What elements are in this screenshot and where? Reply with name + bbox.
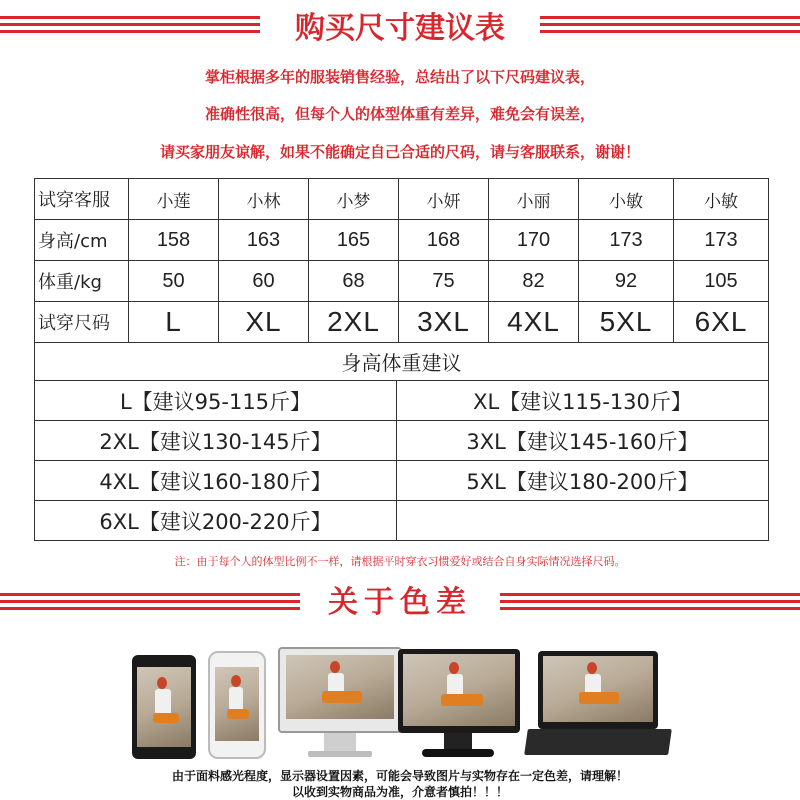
devices-illustration: [130, 645, 670, 765]
row-label-staff: 试穿客服: [35, 179, 129, 220]
imac-image: [278, 647, 402, 759]
color-header: [0, 583, 800, 627]
color-title: 关于色差: [328, 585, 472, 620]
recommend-cell: 5XL【建议180-200斤】: [397, 461, 769, 501]
table-row: [35, 343, 769, 381]
weight-cell: 75: [399, 261, 489, 302]
header-rule-right: [540, 16, 800, 37]
iphone-image: [208, 651, 266, 759]
recommend-cell: 4XL【建议160-180斤】: [35, 461, 397, 501]
staff-name: 小梦: [309, 179, 399, 220]
size-cell: L: [129, 302, 219, 343]
intro-line-2: 准确性很高，但每个人的体型体重有差异，难免会有误差，: [204, 105, 595, 123]
header-rule-right: [500, 593, 800, 614]
footer-line-2: 以收到实物商品为准，介意者慎拍！！！: [291, 785, 508, 799]
recommend-cell: 3XL【建议145-160斤】: [397, 421, 769, 461]
weight-cell: 105: [674, 261, 769, 302]
height-cell: 158: [129, 220, 219, 261]
row-label-size: 试穿尺码: [35, 302, 129, 343]
monitor-image: [398, 649, 520, 761]
size-cell: 5XL: [579, 302, 674, 343]
size-cell: 6XL: [674, 302, 769, 343]
size-table: [34, 178, 769, 343]
size-cell: 3XL: [399, 302, 489, 343]
staff-name: 小敏: [674, 179, 769, 220]
table-row: [35, 261, 769, 302]
weight-cell: 60: [219, 261, 309, 302]
recommend-heading: 身高体重建议: [35, 343, 769, 381]
recommend-cell-empty: [397, 501, 769, 541]
title-header: [0, 8, 800, 52]
staff-name: 小莲: [129, 179, 219, 220]
android-phone-image: [132, 655, 196, 759]
table-row: [35, 421, 769, 461]
height-cell: 173: [579, 220, 674, 261]
weight-cell: 92: [579, 261, 674, 302]
recommend-cell: 6XL【建议200-220斤】: [35, 501, 397, 541]
footer-line-1: 由于面料感光程度，显示器设置因素，可能会导致图片与实物存在一定色差，请理解！: [171, 769, 628, 783]
row-label-height: 身高/cm: [35, 220, 129, 261]
height-cell: 163: [219, 220, 309, 261]
table-row: [35, 220, 769, 261]
height-cell: 173: [674, 220, 769, 261]
table-row: [35, 179, 769, 220]
size-cell: 2XL: [309, 302, 399, 343]
size-note: 注：由于每个人的体型比例不一样，请根据平时穿衣习惯爱好或结合自身实际情况选择尺码。: [174, 555, 626, 568]
intro-line-1: 掌柜根据多年的服装销售经验，总结出了以下尺码建议表，: [204, 68, 595, 86]
recommend-table: [34, 342, 769, 541]
recommend-cell: L【建议95-115斤】: [35, 381, 397, 421]
staff-name: 小妍: [399, 179, 489, 220]
row-label-weight: 体重/kg: [35, 261, 129, 302]
height-cell: 168: [399, 220, 489, 261]
laptop-image: [526, 651, 670, 761]
table-row: [35, 461, 769, 501]
staff-name: 小敏: [579, 179, 674, 220]
weight-cell: 82: [489, 261, 579, 302]
table-row: [35, 501, 769, 541]
table-row: [35, 302, 769, 343]
size-cell: XL: [219, 302, 309, 343]
weight-cell: 50: [129, 261, 219, 302]
height-cell: 170: [489, 220, 579, 261]
page-title: 购买尺寸建议表: [295, 11, 505, 46]
recommend-cell: 2XL【建议130-145斤】: [35, 421, 397, 461]
intro-line-3: 请买家朋友谅解，如果不能确定自己合适的尺码，请与客服联系，谢谢！: [159, 143, 640, 161]
recommend-cell: XL【建议115-130斤】: [397, 381, 769, 421]
staff-name: 小丽: [489, 179, 579, 220]
staff-name: 小林: [219, 179, 309, 220]
height-cell: 165: [309, 220, 399, 261]
table-row: [35, 381, 769, 421]
size-cell: 4XL: [489, 302, 579, 343]
weight-cell: 68: [309, 261, 399, 302]
